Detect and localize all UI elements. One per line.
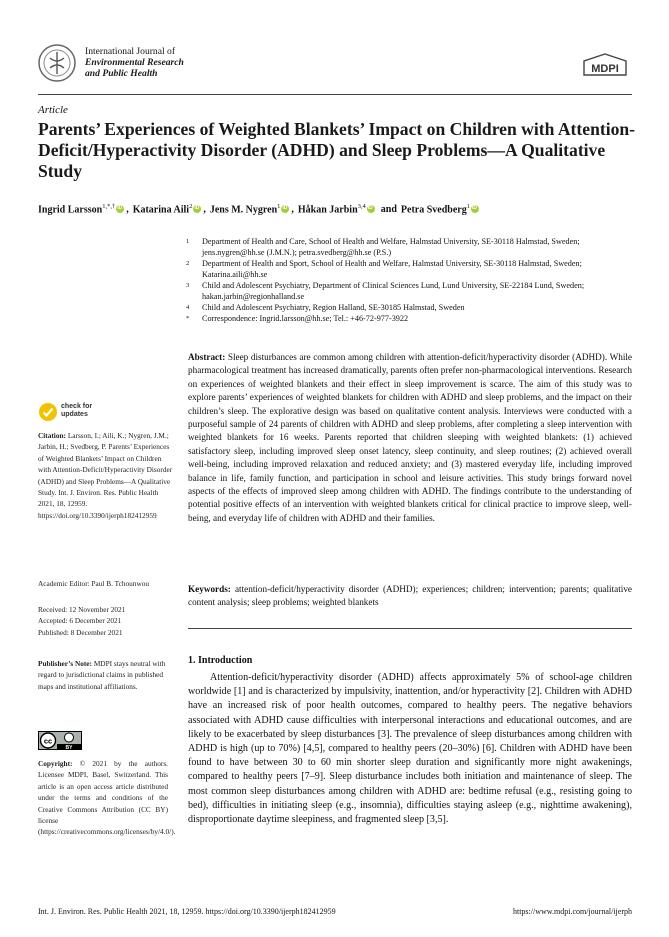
author-affiliation-marker: 2 (189, 203, 193, 210)
received-date: Received: 12 November 2021 (38, 605, 126, 614)
author-affiliation-marker: 3,4 (357, 203, 366, 210)
author-separator: , (203, 204, 206, 216)
keywords (188, 583, 632, 610)
sidebar (38, 430, 176, 837)
orcid-icon[interactable] (281, 205, 289, 213)
author-name[interactable]: Håkan Jarbin (297, 204, 358, 216)
citation-text: Larsson, I.; Aili, K.; Nygren, J.M.; Jarbin, H.; Svedberg, P. Parents’ Experiences of Weighted Blankets’ Impact on Children with Attention-Deficit/Hyperactivity Disorder (ADHD) and Sleep Problems—A Qualitative Study. Int. J. Environ. Res. Public Health 2021, 18, 12959. https://doi.org/10.3390/ijerph182412959 (38, 431, 173, 520)
affiliation-text: Child and Adolescent Psychiatry, Department of Clinical Sciences Lund, Lund University, SE-22184 Lund, Sweden; hakan.jarbin@regionhalland.se (202, 281, 585, 301)
journal-line-3: and Public Health (85, 68, 158, 79)
check-for-updates-icon[interactable] (38, 402, 58, 422)
mdpi-logo-text: MDPI (591, 63, 619, 75)
by-label: BY (65, 744, 73, 750)
abstract-label: Abstract: (188, 352, 226, 362)
abstract-divider (188, 628, 632, 629)
citation-label: Citation: (38, 431, 66, 440)
affiliation-text: Department of Health and Sport, School of Health and Welfare, Halmstad University, SE-30118 Halmstad, Sweden; Katarina.aili@hh.se (202, 259, 582, 279)
journal-logo-icon (38, 44, 76, 82)
author-name[interactable]: Katarina Aili (132, 204, 190, 216)
cc-by-license-icon[interactable] (38, 731, 82, 750)
introduction-paragraph: Attention-deficit/hyperactivity disorder (ADHD) affects approximately 5% of school-age children worldwide [1] and is characterized by impulsivity, inattention, and/or hyperactivity [2]. Children with ADHD have an increased risk of poor health outcomes, compared to healthy peers. The negative behaviors associated with ADHD cause difficulties with interpersonal interactions and educational outcomes, and are likely to be exacerbated by sleep disturbances [3]. The prevalence of sleep disturbances among children with ADHD is high (up to 70%) [4,5], compared to healthy peers (20–30%) [6]. Children with ADHD have been found to have between 30 to 60 min shorter sleep duration and significantly more night awakenings, compared to healthy peers [7–9]. Sleep disturbance includes both initiation and maintenance of sleep. The most common sleep disturbances among children with ADHD are: bedtime refusal (e.g., resisting going to bed), difficulties in initiating sleep (e.g., insomnia), difficulties staying asleep (e.g., nighttime awakening), disproportionate daytime sleepiness, and fragmented sleep [3,5]. (188, 672, 632, 826)
footer-citation: Int. J. Environ. Res. Public Health 2021, 18, 12959. https://doi.org/10.3390/ijerph182412959 (38, 907, 336, 916)
journal-line-2: Environmental Research (85, 57, 184, 68)
keywords-text: attention-deficit/hyperactivity disorder (ADHD); experiences; children; intervention; parents; qualitative content analysis; sleep problems; weighted blankets (188, 584, 632, 608)
copyright-label: Copyright: (38, 759, 73, 768)
article-type: Article (38, 104, 68, 116)
mdpi-logo-icon (582, 53, 628, 77)
check-for-updates-link[interactable] (61, 403, 92, 419)
accepted-date: Accepted: 6 December 2021 (38, 616, 122, 626)
cc-label: cc (43, 736, 53, 746)
publisher-note (38, 658, 176, 692)
copyright-text: © 2021 by the authors. Licensee MDPI, Basel, Switzerland. This article is an open access article distributed under the terms and conditions of the Creative Commons Attribution (CC BY) license (https://creativecommons.org/licenses/by/4.0/). (38, 759, 176, 837)
section-heading-introduction: 1. Introduction (188, 655, 253, 666)
publisher-note-label: Publisher’s Note: (38, 659, 92, 668)
affiliation-item (186, 258, 626, 280)
affiliation-list (186, 236, 626, 324)
author-separator: , (126, 204, 129, 216)
author-affiliation-marker: 1 (466, 203, 470, 210)
author-list (38, 203, 638, 215)
copyright-notice (38, 758, 176, 838)
orcid-icon[interactable] (367, 205, 375, 213)
journal-name (85, 46, 184, 79)
affiliation-number: 3 (186, 282, 190, 289)
affiliation-item (186, 313, 626, 324)
affiliation-text: Child and Adolescent Psychiatry, Region Halland, SE-30185 Halmstad, Sweden (202, 303, 465, 312)
affiliation-number: * (186, 315, 190, 322)
keywords-label: Keywords: (188, 584, 231, 594)
check-for-updates-line-1: check for (61, 403, 93, 410)
abstract-text: Sleep disturbances are common among children with attention-deficit/hyperactivity disorder (ADHD). While pharmacological treatment has increased dramatically, parents often prefer non-pharmacological interventions. Research on experiences of weighted blankets and their effect in sleep improvement is scarce. The aim of this study was to explore parents’ experiences of weighted blankets for children with ADHD and sleep problems, and the impact on their children’s sleep. The explorative design was based on qualitative content analysis. Interviews were conducted with a purposeful sample of 24 parents of children with ADHD and sleep problems, after completing a sleep intervention with weighted blankets for 16 weeks. Parents reported that children sleeping with weighted blankets: (1) achieved satisfactory sleep, including improved sleep onset latency, sleep continuity, and sleep routines; (2) achieved overall well-being, including improved relaxation and reduced anxiety; and (3) mastered everyday life, including improved balance in life, family function, and participation in school and leisure activities. This study brings forward novel aspects of the effects of improved sleep among children with ADHD. The findings contribute to the understanding of potential positive effects of an intervention with weighted blankets critical for clinical practice to improve sleep, well-being, and everyday life of children with ADHD and their families. (188, 352, 633, 523)
author-separator: and (380, 204, 397, 216)
academic-editor: Academic Editor: Paul B. Tchounwou (38, 579, 150, 588)
author-name[interactable]: Petra Svedberg (400, 204, 467, 216)
affiliation-item (186, 236, 626, 258)
publication-dates (38, 604, 125, 638)
published-date: Published: 8 December 2021 (38, 627, 123, 637)
orcid-icon[interactable] (193, 205, 201, 213)
check-for-updates-line-2: updates (61, 411, 88, 418)
affiliation-text: Department of Health and Care, School of Health and Welfare, Halmstad University, SE-30118 Halmstad, Sweden; jens.nygren@hh.se (J.M.N.); petra.svedberg@hh.se (P.S.) (202, 237, 580, 257)
author-affiliation-marker: 1 (277, 203, 281, 210)
header-divider (38, 94, 632, 95)
citation (38, 430, 176, 521)
paper-title: Parents’ Experiences of Weighted Blankets’ Impact on Children with Attention-Deficit/Hyperactivity Disorder (ADHD) and Sleep Problems—A Qualitative Study (38, 119, 636, 181)
affiliation-item (186, 280, 626, 302)
affiliation-text: Correspondence: Ingrid.larsson@hh.se; Tel.: +46-72-977-3922 (202, 314, 409, 323)
affiliation-number: 4 (186, 304, 190, 311)
affiliation-number: 1 (186, 238, 190, 245)
affiliation-item (186, 302, 626, 313)
orcid-icon[interactable] (471, 205, 479, 213)
author-name[interactable]: Jens M. Nygren (209, 204, 278, 216)
footer-journal-url[interactable]: https://www.mdpi.com/journal/ijerph (512, 907, 632, 916)
orcid-icon[interactable] (116, 205, 124, 213)
publisher-note-text: MDPI stays neutral with regard to jurisdictional claims in published maps and institutional affiliations. (38, 659, 166, 691)
affiliation-number: 2 (186, 260, 190, 267)
author-separator: , (291, 204, 294, 216)
author-name[interactable]: Ingrid Larsson (38, 204, 103, 216)
author-affiliation-marker: 1,*,† (102, 203, 116, 210)
journal-line-1: International Journal of (85, 46, 176, 57)
abstract (188, 351, 632, 525)
